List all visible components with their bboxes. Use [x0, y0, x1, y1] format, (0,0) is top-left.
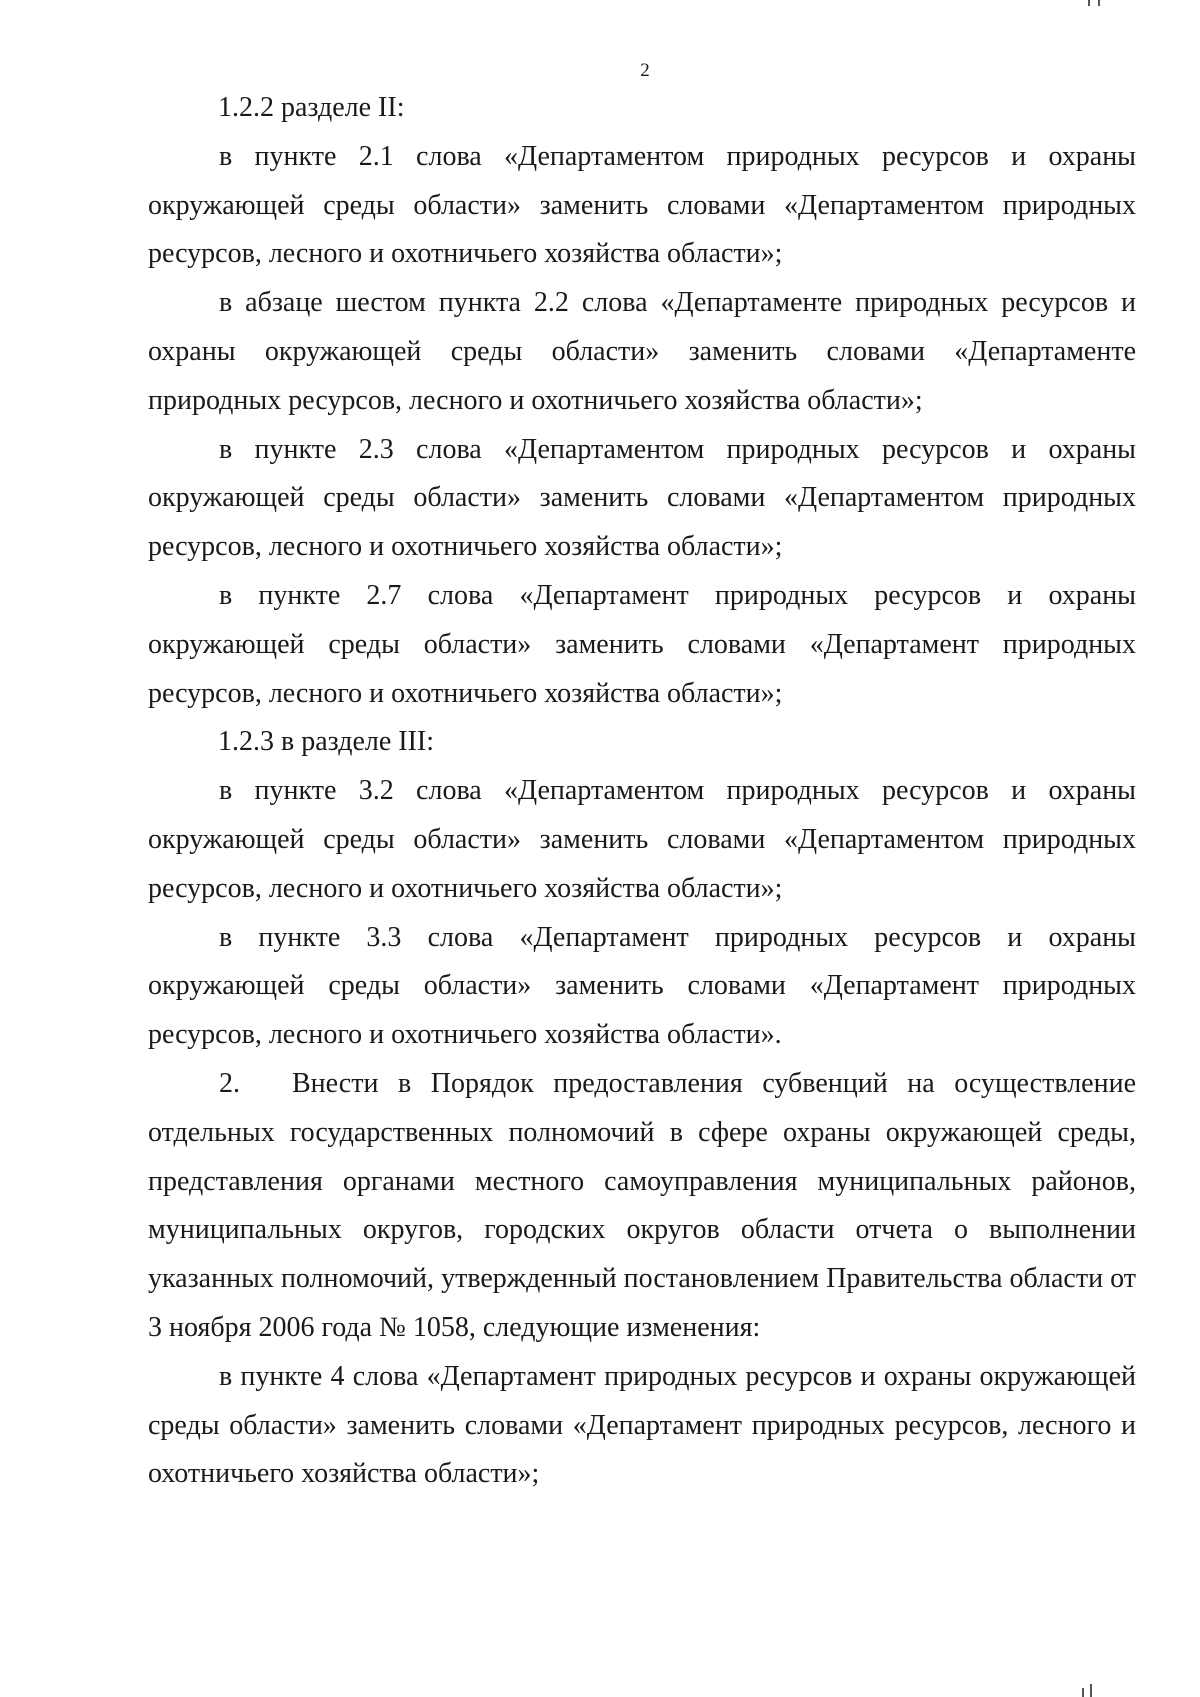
body-paragraph: в пункте 2.1 слова «Департаментом природных ресурсов и охраны окружающей среды области» заменить словами «Департаментом природных ресурсов, лесного и охотничьего хозяйства области»;: [148, 140, 1136, 270]
body-paragraph: в пункте 3.2 слова «Департаментом природных ресурсов и охраны окружающей среды области» заменить словами «Департаментом природных ресурсов, лесного и охотничьего хозяйства области»;: [148, 775, 1136, 904]
scan-mark: [1082, 1688, 1084, 1697]
body-paragraph: в пункте 2.7 слова «Департамент природных ресурсов и охраны окружающей среды области» заменить словами «Департамент природных ресурсов, лесного и охотничьего хозяйства области»;: [148, 579, 1136, 709]
body-paragraph: в абзаце шестом пункта 2.2 слова «Департаменте природных ресурсов и охраны окружающей среды области» заменить словами «Департаменте природных ресурсов, лесного и охотничьего хозяйства области»;: [148, 287, 1136, 416]
page-number: 2: [640, 60, 650, 81]
scan-mark: [1090, 1684, 1092, 1697]
scan-mark: [1098, 0, 1100, 6]
document-body: [148, 84, 1136, 1499]
body-paragraph: в пункте 3.3 слова «Департамент природных ресурсов и охраны окружающей среды области» заменить словами «Департамент природных ресурсов, лесного и охотничьего хозяйства области».: [148, 921, 1136, 1051]
numbered-paragraph: [148, 1060, 1136, 1353]
subsection-heading: 1.2.3 в разделе III:: [218, 726, 435, 758]
numbered-paragraph-text: Внести в Порядок предоставления субвенций на осуществление отдельных государственных полномочий в сфере охраны окружающей среды, представления органами местного самоуправления муниципальных районов, муниципальных округов, городских округов области отчета о выполнении указанных полномочий, утвержденный постановлением Правительства области от 3 ноября 2006 года № 1058, следующие изменения:: [148, 1067, 1136, 1343]
subsection-heading: 1.2.2 разделе II:: [218, 92, 405, 123]
body-paragraph: в пункте 2.3 слова «Департаментом природных ресурсов и охраны окружающей среды области» заменить словами «Департаментом природных ресурсов, лесного и охотничьего хозяйства области»;: [148, 433, 1136, 563]
body-paragraph: в пункте 4 слова «Департамент природных ресурсов и охраны окружающей среды области» заменить словами «Департамент природных ресурсов, лесного и охотничьего хозяйства области»;: [148, 1360, 1136, 1490]
paragraph-number: 2.: [219, 1067, 240, 1099]
scan-mark: [1088, 0, 1090, 6]
